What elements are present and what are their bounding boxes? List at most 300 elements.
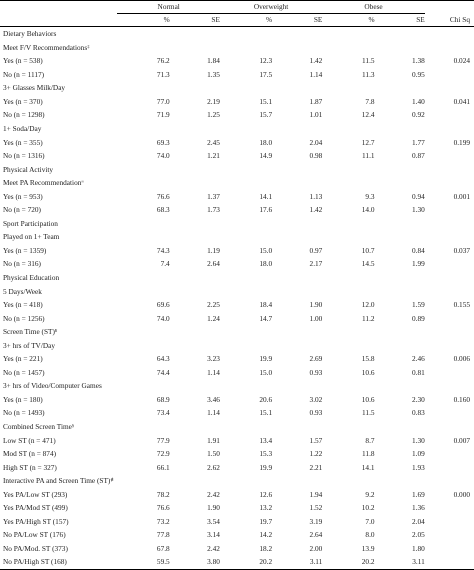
- row-label-text: No (n = 1457): [3, 367, 45, 377]
- row-label-text: No (n = 1117): [3, 69, 45, 79]
- cell-normal-pct: 66.1: [156, 462, 170, 472]
- cell-obese-pct: 14.0: [361, 205, 375, 215]
- row-label: [0, 108, 117, 122]
- cell-overweight-se: 2.04: [309, 137, 323, 147]
- cell-normal-se: 1.24: [207, 313, 220, 323]
- row-label: [0, 190, 117, 204]
- cell-normal-pct: 74.0: [156, 151, 170, 161]
- cell-obese-pct: 7.0: [365, 516, 375, 526]
- cell-empty: [425, 325, 474, 339]
- cell-overweight-se: 0.98: [309, 151, 323, 161]
- table-row: [0, 95, 474, 109]
- cell-empty: [425, 339, 474, 353]
- cell-empty: [322, 176, 374, 190]
- row-label: [0, 135, 117, 149]
- cell-obese-se: 2.46: [411, 354, 425, 364]
- cell-obese-pct: 9.2: [365, 489, 375, 499]
- footnote-mark: ‡: [87, 43, 90, 49]
- cell-empty: [425, 217, 474, 231]
- cell-empty: [322, 284, 374, 298]
- cell-empty: [272, 27, 322, 41]
- row-label: [0, 433, 117, 447]
- footnote-mark: ¥: [54, 328, 58, 334]
- header-blank-right: [425, 1, 474, 14]
- cell-overweight-se: 2.00: [309, 543, 323, 553]
- sub-overweight-pct: %: [220, 14, 272, 27]
- cell-overweight-se: 1.00: [309, 313, 323, 323]
- cell-obese-se: 0.94: [411, 191, 425, 201]
- cell-obese-se: 0.87: [411, 151, 425, 161]
- cell-overweight-se: 0.93: [309, 367, 323, 377]
- cell-chi-sq: [425, 542, 474, 556]
- cell-empty: [220, 176, 272, 190]
- cell-overweight-se: 0.93: [309, 408, 323, 418]
- table-row: [0, 68, 474, 82]
- cell-overweight-se: 1.01: [309, 110, 323, 120]
- section-heading: [0, 176, 117, 190]
- row-label-text: Yes PA/Mod ST (499): [3, 503, 68, 513]
- table-row: [0, 542, 474, 556]
- cell-obese-pct: 10.2: [361, 503, 375, 513]
- row-label-text: No (n = 1298): [3, 110, 45, 120]
- cell-empty: [322, 339, 374, 353]
- cell-empty: [220, 379, 272, 393]
- cell-normal-pct: 76.6: [156, 191, 170, 201]
- cell-empty: [375, 474, 425, 488]
- cell-empty: [272, 230, 322, 244]
- cell-obese-se: 2.04: [411, 516, 425, 526]
- cell-empty: [170, 325, 220, 339]
- cell-normal-se: 1.19: [207, 245, 220, 255]
- section-heading-row: [0, 81, 474, 95]
- section-heading: [0, 325, 117, 339]
- cell-chi-sq: [425, 149, 474, 163]
- section-heading-row: [0, 474, 474, 488]
- row-label-text: Yes (n = 355): [3, 137, 43, 147]
- sub-obese-pct: %: [322, 14, 374, 27]
- cell-normal-pct: 68.3: [156, 205, 170, 215]
- cell-obese-se: 1.30: [411, 205, 425, 215]
- cell-empty: [375, 27, 425, 41]
- cell-overweight-pct: 13.4: [259, 435, 273, 445]
- section-heading-row: [0, 230, 474, 244]
- row-label-text: Yes (n = 538): [3, 56, 43, 66]
- table-row: [0, 244, 474, 258]
- section-heading-row: [0, 339, 474, 353]
- cell-overweight-pct: 19.9: [259, 462, 273, 472]
- cell-normal-se: 1.14: [207, 408, 220, 418]
- cell-empty: [117, 474, 169, 488]
- cell-chi-sq: [425, 555, 474, 569]
- cell-obese-pct: 8.7: [365, 435, 375, 445]
- row-label-text: Meet PA Recommendation: [3, 178, 82, 188]
- cell-empty: [322, 81, 374, 95]
- cell-empty: [375, 176, 425, 190]
- cell-obese-se: 3.11: [375, 555, 425, 569]
- section-heading: [0, 339, 117, 353]
- row-label-text: Physical Education: [3, 272, 60, 282]
- cell-obese-se: 1.59: [411, 300, 425, 310]
- cell-obese-pct: 7.8: [365, 96, 375, 106]
- header-label-blank: [0, 14, 117, 27]
- cell-empty: [272, 162, 322, 176]
- cell-empty: [170, 230, 220, 244]
- cell-obese-pct: 11.2: [362, 313, 375, 323]
- cell-overweight-pct: 14.2: [259, 530, 273, 540]
- table-row: [0, 203, 474, 217]
- section-heading-row: [0, 217, 474, 231]
- cell-obese-pct: 11.8: [362, 449, 375, 459]
- cell-normal-pct: 74.0: [156, 313, 170, 323]
- cell-empty: [425, 474, 474, 488]
- row-label-text: Low ST (n = 471): [3, 435, 56, 445]
- cell-obese-pct: 20.2: [322, 555, 374, 569]
- cell-empty: [322, 230, 374, 244]
- cell-empty: [272, 339, 322, 353]
- cell-chi-sq: 0.001: [453, 191, 470, 201]
- row-label-text: 1+ Soda/Day: [3, 123, 42, 133]
- cell-overweight-se: 1.87: [309, 96, 323, 106]
- footnote-mark: ∉: [110, 477, 114, 483]
- cell-normal-se: 3.46: [207, 394, 220, 404]
- cell-obese-pct: 8.0: [365, 530, 375, 540]
- cell-normal-pct: 71.9: [156, 110, 170, 120]
- cell-overweight-pct: 19.9: [259, 354, 273, 364]
- cell-normal-se: 3.23: [207, 354, 220, 364]
- cell-overweight-se: 1.52: [309, 503, 323, 513]
- row-label-text: Screen Time (ST): [3, 327, 55, 337]
- cell-empty: [375, 162, 425, 176]
- cell-normal-se: 1.90: [207, 503, 220, 513]
- row-label-text: No PA/Mod. ST (373): [3, 543, 68, 553]
- cell-overweight-pct: 13.2: [259, 503, 273, 513]
- cell-empty: [425, 41, 474, 55]
- cell-normal-pct: 68.9: [156, 394, 170, 404]
- section-heading-row: [0, 420, 474, 434]
- row-label: [0, 311, 117, 325]
- cell-overweight-pct: 17.6: [259, 205, 273, 215]
- cell-normal-pct: 77.0: [156, 96, 170, 106]
- table-row: [0, 311, 474, 325]
- cell-empty: [272, 217, 322, 231]
- sub-overweight-se: SE: [272, 14, 322, 27]
- cell-empty: [375, 81, 425, 95]
- cell-empty: [117, 339, 169, 353]
- cell-obese-se: 0.84: [411, 245, 425, 255]
- cell-empty: [272, 420, 322, 434]
- row-label-text: Yes (n = 370): [3, 96, 43, 106]
- cell-empty: [170, 162, 220, 176]
- cell-normal-se: 3.54: [207, 516, 220, 526]
- cell-obese-se: 2.05: [411, 530, 425, 540]
- row-label: [0, 203, 117, 217]
- cell-normal-pct: 69.3: [156, 137, 170, 147]
- row-label-text: No PA/Low ST (176): [3, 530, 66, 540]
- section-heading-row: [0, 379, 474, 393]
- cell-empty: [425, 122, 474, 136]
- header-sub-row: [0, 14, 474, 27]
- row-label: [0, 95, 117, 109]
- cell-obese-se: 0.81: [411, 367, 425, 377]
- cell-obese-se: 1.99: [411, 259, 425, 269]
- cell-obese-se: 1.09: [411, 449, 425, 459]
- sub-obese-se: SE: [375, 14, 425, 27]
- cell-empty: [375, 217, 425, 231]
- section-heading-row: [0, 284, 474, 298]
- cell-empty: [272, 379, 322, 393]
- section-heading: [0, 217, 117, 231]
- cell-empty: [170, 379, 220, 393]
- cell-empty: [117, 122, 169, 136]
- cell-normal-pct: 71.3: [156, 69, 170, 79]
- cell-overweight-pct: 15.1: [259, 96, 273, 106]
- header-blank: [0, 1, 117, 14]
- row-label: [0, 406, 117, 420]
- table-row: [0, 528, 474, 542]
- cell-empty: [425, 271, 474, 285]
- cell-empty: [322, 325, 374, 339]
- section-heading-row: [0, 122, 474, 136]
- cell-normal-se: 1.50: [207, 449, 220, 459]
- cell-normal-se: 1.21: [207, 151, 220, 161]
- cell-empty: [117, 217, 169, 231]
- cell-overweight-pct: 14.9: [259, 151, 273, 161]
- cell-empty: [220, 162, 272, 176]
- table-row: [0, 461, 474, 475]
- table-row: [0, 433, 474, 447]
- cell-normal-se: 2.64: [207, 259, 220, 269]
- cell-overweight-se: 1.42: [309, 205, 323, 215]
- cell-empty: [220, 339, 272, 353]
- cell-empty: [322, 420, 374, 434]
- cell-chi-sq: 0.041: [453, 96, 470, 106]
- cell-obese-pct: 14.1: [361, 462, 375, 472]
- cell-chi-sq: 0.155: [453, 300, 470, 310]
- cell-empty: [170, 339, 220, 353]
- row-label-text: Played on 1+ Team: [3, 232, 60, 242]
- cell-empty: [170, 284, 220, 298]
- row-label-text: Dietary Behaviors: [3, 29, 57, 39]
- row-label: [0, 488, 117, 502]
- cell-empty: [375, 420, 425, 434]
- section-heading: [0, 420, 117, 434]
- row-label: [0, 515, 117, 529]
- table-row: [0, 515, 474, 529]
- section-heading: [0, 41, 117, 55]
- cell-obese-se: 1.40: [411, 96, 425, 106]
- sub-normal-se: SE: [170, 14, 220, 27]
- cell-chi-sq: [425, 515, 474, 529]
- section-heading: [0, 122, 117, 136]
- cell-empty: [117, 27, 169, 41]
- row-label-text: High ST (n = 327): [3, 462, 57, 472]
- cell-normal-se: 1.73: [207, 205, 220, 215]
- cell-empty: [322, 379, 374, 393]
- cell-normal-pct: 77.9: [156, 435, 170, 445]
- cell-empty: [375, 41, 425, 55]
- section-heading: [0, 379, 117, 393]
- cell-empty: [117, 41, 169, 55]
- cell-empty: [220, 81, 272, 95]
- cell-normal-se: 2.25: [207, 300, 220, 310]
- row-label-text: Mod ST (n = 874): [3, 449, 57, 459]
- cell-empty: [425, 284, 474, 298]
- cell-normal-pct: 76.6: [156, 503, 170, 513]
- table-row: [0, 488, 474, 502]
- cell-normal-pct: 69.6: [156, 300, 170, 310]
- cell-overweight-se: 3.19: [309, 516, 323, 526]
- row-label-text: No (n = 1316): [3, 151, 45, 161]
- cell-overweight-pct: 18.2: [259, 543, 273, 553]
- cell-empty: [322, 41, 374, 55]
- cell-normal-se: 3.14: [207, 530, 220, 540]
- cell-empty: [425, 230, 474, 244]
- cell-empty: [170, 176, 220, 190]
- cell-overweight-se: 1.42: [309, 56, 323, 66]
- section-heading: [0, 230, 117, 244]
- row-label: [0, 352, 117, 366]
- cell-overweight-se: 1.90: [309, 300, 323, 310]
- cell-obese-pct: 10.6: [361, 394, 375, 404]
- cell-normal-pct: 7.4: [160, 259, 170, 269]
- cell-empty: [220, 284, 272, 298]
- cell-empty: [170, 27, 220, 41]
- cell-empty: [375, 379, 425, 393]
- cell-empty: [220, 41, 272, 55]
- cell-empty: [272, 325, 322, 339]
- cell-obese-se: 1.30: [411, 435, 425, 445]
- cell-chi-sq: 0.160: [453, 394, 470, 404]
- sub-normal-pct: %: [117, 14, 169, 27]
- cell-obese-se: 1.69: [411, 489, 425, 499]
- cell-empty: [117, 271, 169, 285]
- group-obese: Obese: [322, 1, 424, 14]
- cell-obese-se: 0.83: [411, 408, 425, 418]
- cell-obese-se: 1.38: [411, 56, 425, 66]
- section-heading: [0, 271, 117, 285]
- table-row: [0, 501, 474, 515]
- cell-empty: [117, 81, 169, 95]
- row-label: [0, 501, 117, 515]
- cell-chi-sq: [425, 528, 474, 542]
- cell-empty: [322, 217, 374, 231]
- cell-chi-sq: 0.024: [453, 56, 470, 66]
- cell-empty: [117, 230, 169, 244]
- group-normal: Normal: [117, 1, 219, 14]
- cell-obese-se: 0.95: [411, 69, 425, 79]
- cell-empty: [220, 122, 272, 136]
- cell-normal-pct: 72.9: [156, 449, 170, 459]
- section-heading: [0, 81, 117, 95]
- table-row: [0, 393, 474, 407]
- cell-empty: [220, 230, 272, 244]
- cell-obese-se: 1.93: [411, 462, 425, 472]
- cell-chi-sq: 0.199: [453, 137, 470, 147]
- cell-overweight-se: 3.02: [309, 394, 323, 404]
- cell-obese-pct: 12.0: [361, 300, 375, 310]
- row-label: [0, 555, 117, 569]
- cell-obese-pct: 11.5: [362, 56, 375, 66]
- row-label-text: Yes (n = 180): [3, 394, 43, 404]
- cell-overweight-pct: 15.1: [259, 408, 273, 418]
- cell-overweight-pct: 15.7: [259, 110, 273, 120]
- row-label-text: Yes (n = 953): [3, 191, 43, 201]
- cell-empty: [170, 122, 220, 136]
- row-label-text: No (n = 316): [3, 259, 41, 269]
- section-heading-row: [0, 162, 474, 176]
- cell-normal-se: 2.45: [207, 137, 220, 147]
- cell-chi-sq: [425, 461, 474, 475]
- cell-normal-se: 1.25: [207, 110, 220, 120]
- cell-obese-se: 0.89: [411, 313, 425, 323]
- section-heading-row: [0, 271, 474, 285]
- cell-overweight-pct: 20.6: [259, 394, 273, 404]
- cell-chi-sq: [425, 447, 474, 461]
- cell-empty: [322, 474, 374, 488]
- cell-obese-pct: 13.9: [361, 543, 375, 553]
- cell-overweight-pct: 12.6: [259, 489, 273, 499]
- cell-normal-se: 2.42: [207, 489, 220, 499]
- row-label-text: 3+ hrs of Video/Computer Games: [3, 381, 102, 391]
- cell-overweight-pct: 18.4: [259, 300, 273, 310]
- cell-normal-pct: 59.5: [117, 555, 169, 569]
- footnote-mark: ≈: [81, 179, 84, 185]
- row-label: [0, 298, 117, 312]
- cell-overweight-pct: 15.3: [259, 449, 273, 459]
- cell-empty: [117, 176, 169, 190]
- cell-empty: [375, 284, 425, 298]
- cell-empty: [117, 284, 169, 298]
- cell-empty: [220, 271, 272, 285]
- cell-empty: [322, 122, 374, 136]
- cell-empty: [272, 122, 322, 136]
- cell-empty: [170, 420, 220, 434]
- section-heading-row: [0, 41, 474, 55]
- cell-overweight-se: 0.97: [309, 245, 323, 255]
- cell-empty: [220, 325, 272, 339]
- table-row: [0, 149, 474, 163]
- cell-empty: [425, 81, 474, 95]
- cell-normal-pct: 76.2: [156, 56, 170, 66]
- cell-normal-se: 3.80: [170, 555, 220, 569]
- cell-normal-se: 1.84: [207, 56, 220, 66]
- cell-empty: [375, 230, 425, 244]
- cell-normal-se: 1.91: [207, 435, 220, 445]
- row-label: [0, 244, 117, 258]
- row-label-text: No PA/High ST (168): [3, 557, 67, 567]
- section-heading: [0, 284, 117, 298]
- section-heading-row: [0, 176, 474, 190]
- cell-normal-pct: 64.3: [156, 354, 170, 364]
- cell-overweight-se: 1.14: [309, 69, 323, 79]
- table-row: [0, 108, 474, 122]
- cell-chi-sq: [425, 68, 474, 82]
- cell-obese-se: 0.92: [411, 110, 425, 120]
- cell-overweight-pct: 12.3: [259, 56, 273, 66]
- cell-empty: [170, 81, 220, 95]
- cell-empty: [375, 325, 425, 339]
- row-label: [0, 257, 117, 271]
- cell-empty: [220, 420, 272, 434]
- cell-empty: [272, 271, 322, 285]
- cell-normal-pct: 74.4: [156, 367, 170, 377]
- cell-chi-sq: 0.037: [453, 245, 470, 255]
- row-label-text: 5 Days/Week: [3, 286, 42, 296]
- cell-empty: [375, 271, 425, 285]
- sub-chi-sq: Chi Sq: [425, 14, 474, 27]
- cell-chi-sq: [425, 203, 474, 217]
- cell-chi-sq: [425, 257, 474, 271]
